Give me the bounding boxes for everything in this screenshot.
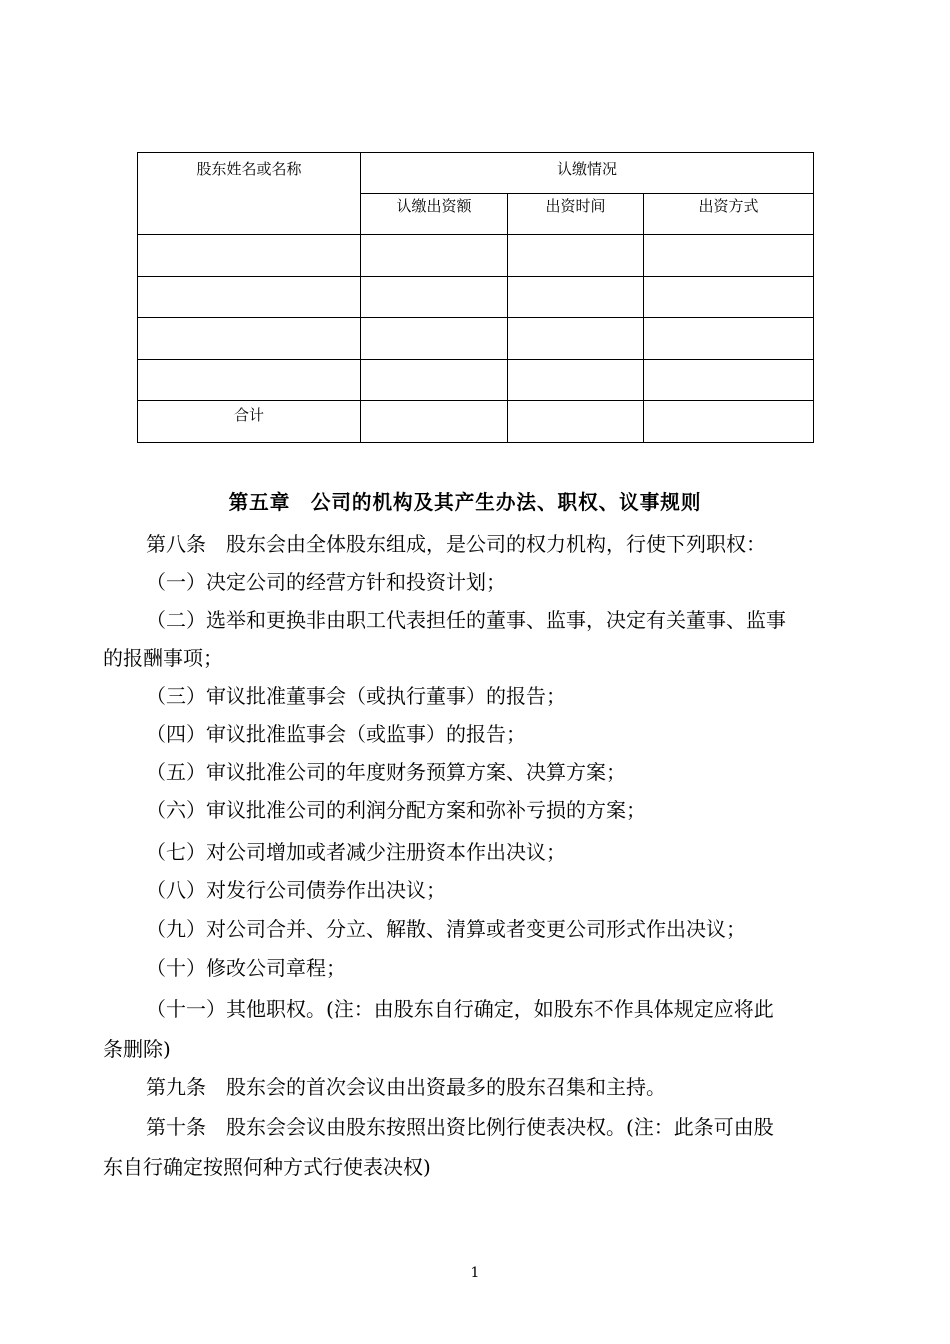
- table-cell: [508, 277, 644, 318]
- table-cell: [644, 277, 814, 318]
- table-row: [138, 360, 814, 401]
- power-item-4: （四）审议批准监事会（或监事）的报告；: [146, 722, 526, 746]
- table-cell: [361, 277, 508, 318]
- header-shareholder-name: 股东姓名或名称: [138, 153, 361, 235]
- power-item-7: （七）对公司增加或者减少注册资本作出决议；: [146, 840, 566, 864]
- table-cell: [508, 318, 644, 360]
- chapter-title: 第五章 公司的机构及其产生办法、职权、议事规则: [228, 490, 702, 514]
- power-item-10: （十）修改公司章程；: [146, 956, 346, 980]
- power-item-3: （三）审议批准董事会（或执行董事）的报告；: [146, 684, 566, 708]
- power-item-9: （九）对公司合并、分立、解散、清算或者变更公司形式作出决议；: [146, 917, 746, 941]
- power-item-11-line-2: 条删除): [103, 1037, 171, 1061]
- power-item-11-line-1: （十一）其他职权。(注：由股东自行确定，如股东不作具体规定应将此: [146, 997, 774, 1021]
- table-cell: [361, 401, 508, 443]
- table-row: [138, 318, 814, 360]
- table-cell: [138, 277, 361, 318]
- article-10-line-1: 第十条 股东会会议由股东按照出资比例行使表决权。(注：此条可由股: [146, 1115, 774, 1139]
- power-item-2-line-1: （二）选举和更换非由职工代表担任的董事、监事，决定有关董事、监事: [146, 608, 786, 632]
- table-cell: [138, 360, 361, 401]
- table-cell: [361, 318, 508, 360]
- table-total-row: [138, 401, 814, 443]
- table-row: [138, 235, 814, 277]
- power-item-6: （六）审议批准公司的利润分配方案和弥补亏损的方案；: [146, 798, 646, 822]
- table-cell: [508, 235, 644, 277]
- power-item-8: （八）对发行公司债券作出决议；: [146, 878, 446, 902]
- table-cell: [138, 318, 361, 360]
- table-cell: [138, 235, 361, 277]
- header-contribution-method: 出资方式: [644, 194, 814, 235]
- table-cell: [361, 360, 508, 401]
- header-contribution-time: 出资时间: [508, 194, 644, 235]
- article-9: 第九条 股东会的首次会议由出资最多的股东召集和主持。: [146, 1075, 666, 1099]
- power-item-5: （五）审议批准公司的年度财务预算方案、决算方案；: [146, 760, 626, 784]
- table-row: [138, 277, 814, 318]
- article-8-intro: 第八条 股东会由全体股东组成，是公司的权力机构，行使下列职权：: [146, 532, 766, 556]
- power-item-2-line-2: 的报酬事项；: [103, 646, 223, 670]
- table-cell: [644, 235, 814, 277]
- power-item-1: （一）决定公司的经营方针和投资计划；: [146, 570, 506, 594]
- table-cell: [361, 235, 508, 277]
- table-cell: [644, 318, 814, 360]
- header-subscribed-amount: 认缴出资额: [361, 194, 508, 235]
- table-cell: [644, 401, 814, 443]
- header-subscription-status: 认缴情况: [361, 153, 814, 194]
- table-cell: [508, 360, 644, 401]
- total-label: 合计: [138, 401, 361, 443]
- table-cell: [644, 360, 814, 401]
- article-10-line-2: 东自行确定按照何种方式行使表决权): [103, 1155, 431, 1179]
- page-number: 1: [470, 1265, 480, 1281]
- table-cell: [508, 401, 644, 443]
- shareholder-contribution-table: [137, 152, 814, 443]
